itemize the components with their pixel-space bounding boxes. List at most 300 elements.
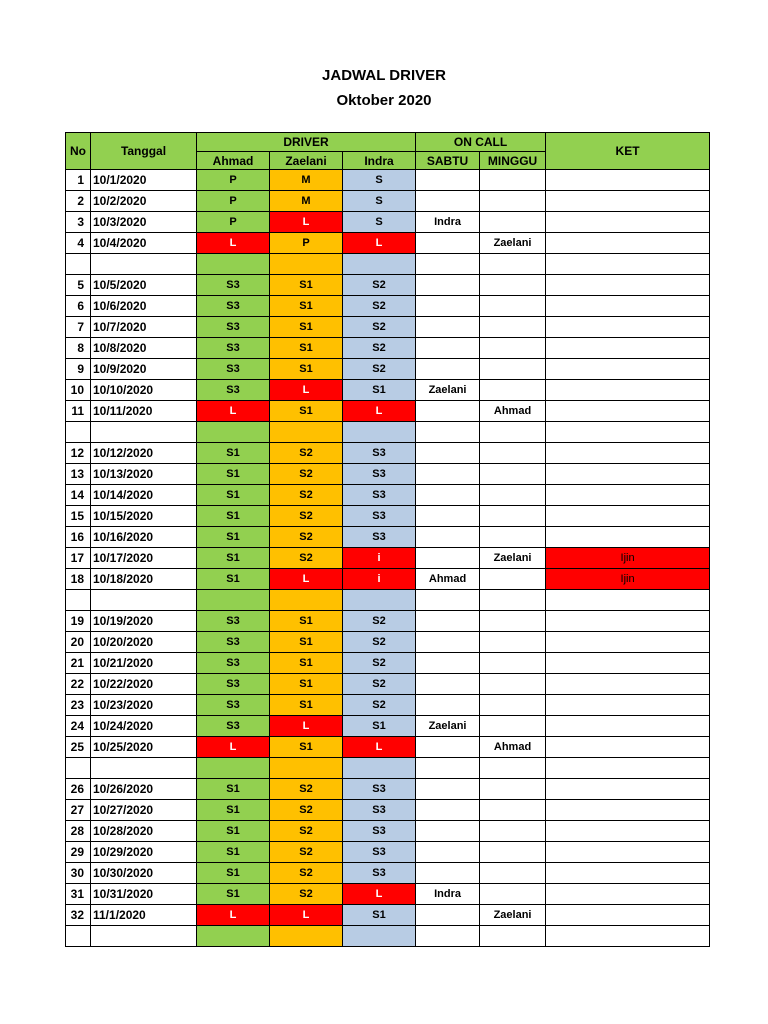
cell-minggu: Zaelani bbox=[480, 905, 546, 926]
cell-minggu bbox=[480, 674, 546, 695]
cell-sabtu bbox=[416, 422, 480, 443]
cell-minggu bbox=[480, 485, 546, 506]
cell-no: 3 bbox=[66, 212, 91, 233]
cell-zaelani bbox=[270, 926, 343, 947]
cell-indra: L bbox=[343, 884, 416, 905]
header-minggu: MINGGU bbox=[480, 152, 546, 170]
cell-sabtu bbox=[416, 611, 480, 632]
cell-ahmad: S3 bbox=[197, 359, 270, 380]
cell-sabtu bbox=[416, 863, 480, 884]
table-row bbox=[66, 401, 710, 422]
cell-indra: L bbox=[343, 737, 416, 758]
cell-indra: S2 bbox=[343, 275, 416, 296]
table-row bbox=[66, 191, 710, 212]
cell-ahmad: S1 bbox=[197, 800, 270, 821]
cell-sabtu bbox=[416, 548, 480, 569]
cell-ket bbox=[546, 401, 710, 422]
cell-zaelani: S1 bbox=[270, 695, 343, 716]
cell-date: 10/8/2020 bbox=[91, 338, 197, 359]
cell-ahmad: S3 bbox=[197, 296, 270, 317]
cell-ket bbox=[546, 233, 710, 254]
cell-minggu bbox=[480, 716, 546, 737]
cell-indra: L bbox=[343, 233, 416, 254]
cell-sabtu bbox=[416, 233, 480, 254]
cell-ahmad: P bbox=[197, 212, 270, 233]
cell-ahmad: S1 bbox=[197, 821, 270, 842]
cell-sabtu: Zaelani bbox=[416, 716, 480, 737]
cell-indra: S2 bbox=[343, 611, 416, 632]
cell-sabtu: Zaelani bbox=[416, 380, 480, 401]
table-row bbox=[66, 464, 710, 485]
cell-date bbox=[91, 590, 197, 611]
cell-no: 10 bbox=[66, 380, 91, 401]
table-row bbox=[66, 317, 710, 338]
cell-minggu bbox=[480, 317, 546, 338]
cell-indra: i bbox=[343, 569, 416, 590]
cell-sabtu bbox=[416, 254, 480, 275]
cell-no: 28 bbox=[66, 821, 91, 842]
cell-ket bbox=[546, 464, 710, 485]
table-row bbox=[66, 737, 710, 758]
cell-ket bbox=[546, 674, 710, 695]
table-row bbox=[66, 422, 710, 443]
cell-zaelani: M bbox=[270, 191, 343, 212]
cell-ahmad: S3 bbox=[197, 695, 270, 716]
cell-no bbox=[66, 590, 91, 611]
cell-indra: S2 bbox=[343, 296, 416, 317]
cell-sabtu bbox=[416, 653, 480, 674]
cell-ahmad: L bbox=[197, 905, 270, 926]
cell-date: 10/31/2020 bbox=[91, 884, 197, 905]
cell-no: 20 bbox=[66, 632, 91, 653]
cell-ket bbox=[546, 821, 710, 842]
cell-ahmad: S1 bbox=[197, 842, 270, 863]
table-row bbox=[66, 212, 710, 233]
cell-indra: L bbox=[343, 401, 416, 422]
cell-no: 32 bbox=[66, 905, 91, 926]
cell-date: 10/28/2020 bbox=[91, 821, 197, 842]
cell-ahmad bbox=[197, 254, 270, 275]
cell-ket bbox=[546, 695, 710, 716]
cell-minggu bbox=[480, 863, 546, 884]
cell-date bbox=[91, 926, 197, 947]
cell-minggu bbox=[480, 695, 546, 716]
cell-minggu bbox=[480, 296, 546, 317]
table-row bbox=[66, 590, 710, 611]
cell-indra bbox=[343, 758, 416, 779]
header-no: No bbox=[66, 133, 91, 170]
header-driver: DRIVER bbox=[197, 133, 416, 152]
cell-no: 30 bbox=[66, 863, 91, 884]
cell-ket: Ijin bbox=[546, 548, 710, 569]
cell-sabtu bbox=[416, 275, 480, 296]
cell-indra: S2 bbox=[343, 653, 416, 674]
cell-sabtu bbox=[416, 527, 480, 548]
cell-minggu bbox=[480, 506, 546, 527]
cell-ket bbox=[546, 212, 710, 233]
cell-date: 10/19/2020 bbox=[91, 611, 197, 632]
cell-ahmad: S3 bbox=[197, 380, 270, 401]
cell-indra: S2 bbox=[343, 338, 416, 359]
cell-indra: S2 bbox=[343, 695, 416, 716]
table-row bbox=[66, 275, 710, 296]
cell-indra: S3 bbox=[343, 506, 416, 527]
cell-indra: S3 bbox=[343, 800, 416, 821]
cell-indra bbox=[343, 422, 416, 443]
cell-minggu bbox=[480, 758, 546, 779]
cell-date bbox=[91, 758, 197, 779]
cell-date: 10/29/2020 bbox=[91, 842, 197, 863]
cell-sabtu bbox=[416, 443, 480, 464]
cell-indra: S1 bbox=[343, 905, 416, 926]
cell-sabtu bbox=[416, 485, 480, 506]
cell-sabtu bbox=[416, 401, 480, 422]
cell-minggu bbox=[480, 422, 546, 443]
header-indra: Indra bbox=[343, 152, 416, 170]
cell-date: 10/15/2020 bbox=[91, 506, 197, 527]
cell-minggu: Zaelani bbox=[480, 233, 546, 254]
cell-ahmad: S1 bbox=[197, 443, 270, 464]
table-row bbox=[66, 359, 710, 380]
table-row bbox=[66, 632, 710, 653]
cell-ahmad: S1 bbox=[197, 548, 270, 569]
cell-no: 11 bbox=[66, 401, 91, 422]
cell-zaelani: S1 bbox=[270, 338, 343, 359]
cell-minggu bbox=[480, 275, 546, 296]
cell-zaelani bbox=[270, 758, 343, 779]
cell-zaelani: S1 bbox=[270, 653, 343, 674]
cell-indra: S3 bbox=[343, 863, 416, 884]
table-row bbox=[66, 884, 710, 905]
cell-date: 10/27/2020 bbox=[91, 800, 197, 821]
cell-ahmad: S1 bbox=[197, 527, 270, 548]
table-row bbox=[66, 611, 710, 632]
cell-date: 10/17/2020 bbox=[91, 548, 197, 569]
table-row bbox=[66, 338, 710, 359]
cell-minggu bbox=[480, 884, 546, 905]
cell-indra: S3 bbox=[343, 842, 416, 863]
cell-zaelani: L bbox=[270, 569, 343, 590]
table-row bbox=[66, 695, 710, 716]
table-row bbox=[66, 233, 710, 254]
cell-no: 24 bbox=[66, 716, 91, 737]
cell-ket bbox=[546, 422, 710, 443]
cell-sabtu bbox=[416, 464, 480, 485]
cell-ket bbox=[546, 506, 710, 527]
header-tanggal: Tanggal bbox=[91, 133, 197, 170]
table-row bbox=[66, 758, 710, 779]
cell-zaelani: S2 bbox=[270, 800, 343, 821]
table-row bbox=[66, 821, 710, 842]
cell-minggu bbox=[480, 569, 546, 590]
cell-minggu bbox=[480, 191, 546, 212]
cell-sabtu bbox=[416, 695, 480, 716]
cell-indra bbox=[343, 926, 416, 947]
cell-ket bbox=[546, 926, 710, 947]
cell-zaelani: S1 bbox=[270, 611, 343, 632]
cell-zaelani: S1 bbox=[270, 632, 343, 653]
cell-ket bbox=[546, 758, 710, 779]
cell-ket bbox=[546, 296, 710, 317]
cell-zaelani: S2 bbox=[270, 884, 343, 905]
cell-sabtu: Indra bbox=[416, 884, 480, 905]
cell-sabtu bbox=[416, 821, 480, 842]
cell-ket bbox=[546, 884, 710, 905]
cell-minggu bbox=[480, 926, 546, 947]
cell-sabtu bbox=[416, 338, 480, 359]
table-row bbox=[66, 380, 710, 401]
cell-date: 10/5/2020 bbox=[91, 275, 197, 296]
cell-no: 12 bbox=[66, 443, 91, 464]
cell-indra: S2 bbox=[343, 632, 416, 653]
cell-indra: S2 bbox=[343, 317, 416, 338]
cell-date bbox=[91, 422, 197, 443]
cell-date bbox=[91, 254, 197, 275]
cell-ahmad: S1 bbox=[197, 485, 270, 506]
cell-date: 10/4/2020 bbox=[91, 233, 197, 254]
table-row bbox=[66, 716, 710, 737]
table-row bbox=[66, 170, 710, 191]
cell-indra: S2 bbox=[343, 359, 416, 380]
cell-sabtu bbox=[416, 674, 480, 695]
cell-minggu bbox=[480, 611, 546, 632]
cell-no: 14 bbox=[66, 485, 91, 506]
cell-no: 29 bbox=[66, 842, 91, 863]
cell-ket bbox=[546, 632, 710, 653]
cell-minggu bbox=[480, 443, 546, 464]
cell-minggu bbox=[480, 464, 546, 485]
cell-indra: S3 bbox=[343, 779, 416, 800]
cell-sabtu bbox=[416, 317, 480, 338]
table-row bbox=[66, 842, 710, 863]
cell-ahmad: S3 bbox=[197, 611, 270, 632]
cell-minggu bbox=[480, 800, 546, 821]
cell-zaelani: S2 bbox=[270, 464, 343, 485]
cell-sabtu bbox=[416, 926, 480, 947]
cell-date: 10/9/2020 bbox=[91, 359, 197, 380]
cell-ket bbox=[546, 275, 710, 296]
cell-indra: S bbox=[343, 212, 416, 233]
cell-ket bbox=[546, 863, 710, 884]
cell-ahmad: S1 bbox=[197, 863, 270, 884]
cell-no bbox=[66, 254, 91, 275]
schedule-body bbox=[66, 170, 710, 947]
cell-sabtu bbox=[416, 170, 480, 191]
cell-date: 10/16/2020 bbox=[91, 527, 197, 548]
cell-ket bbox=[546, 527, 710, 548]
cell-date: 11/1/2020 bbox=[91, 905, 197, 926]
cell-date: 10/1/2020 bbox=[91, 170, 197, 191]
header-sabtu: SABTU bbox=[416, 152, 480, 170]
table-row bbox=[66, 674, 710, 695]
cell-sabtu bbox=[416, 758, 480, 779]
cell-no: 9 bbox=[66, 359, 91, 380]
header-ahmad: Ahmad bbox=[197, 152, 270, 170]
cell-zaelani: S2 bbox=[270, 842, 343, 863]
cell-date: 10/2/2020 bbox=[91, 191, 197, 212]
cell-indra: S3 bbox=[343, 485, 416, 506]
cell-sabtu bbox=[416, 359, 480, 380]
table-row bbox=[66, 485, 710, 506]
cell-ket bbox=[546, 443, 710, 464]
cell-minggu: Ahmad bbox=[480, 737, 546, 758]
cell-ahmad: S3 bbox=[197, 674, 270, 695]
cell-ahmad: S3 bbox=[197, 653, 270, 674]
cell-zaelani: S1 bbox=[270, 401, 343, 422]
page-title: JADWAL DRIVER bbox=[322, 67, 446, 84]
cell-minggu bbox=[480, 170, 546, 191]
cell-sabtu bbox=[416, 779, 480, 800]
cell-no: 27 bbox=[66, 800, 91, 821]
cell-no: 21 bbox=[66, 653, 91, 674]
cell-indra: S2 bbox=[343, 674, 416, 695]
cell-date: 10/20/2020 bbox=[91, 632, 197, 653]
cell-indra bbox=[343, 254, 416, 275]
cell-ket bbox=[546, 905, 710, 926]
cell-no: 31 bbox=[66, 884, 91, 905]
cell-minggu bbox=[480, 359, 546, 380]
cell-minggu bbox=[480, 653, 546, 674]
cell-zaelani: S1 bbox=[270, 296, 343, 317]
cell-zaelani: S1 bbox=[270, 317, 343, 338]
cell-minggu bbox=[480, 632, 546, 653]
cell-date: 10/6/2020 bbox=[91, 296, 197, 317]
cell-ket bbox=[546, 359, 710, 380]
cell-no: 4 bbox=[66, 233, 91, 254]
cell-zaelani: S2 bbox=[270, 443, 343, 464]
cell-zaelani bbox=[270, 422, 343, 443]
cell-sabtu bbox=[416, 632, 480, 653]
table-row bbox=[66, 905, 710, 926]
cell-minggu: Ahmad bbox=[480, 401, 546, 422]
cell-sabtu bbox=[416, 296, 480, 317]
cell-no: 8 bbox=[66, 338, 91, 359]
cell-indra: i bbox=[343, 548, 416, 569]
cell-ahmad: L bbox=[197, 401, 270, 422]
cell-date: 10/21/2020 bbox=[91, 653, 197, 674]
cell-ahmad bbox=[197, 926, 270, 947]
table-row bbox=[66, 779, 710, 800]
cell-zaelani: L bbox=[270, 212, 343, 233]
cell-zaelani bbox=[270, 254, 343, 275]
cell-no: 23 bbox=[66, 695, 91, 716]
cell-indra: S3 bbox=[343, 527, 416, 548]
cell-no: 5 bbox=[66, 275, 91, 296]
cell-no: 25 bbox=[66, 737, 91, 758]
table-row bbox=[66, 800, 710, 821]
cell-no bbox=[66, 926, 91, 947]
cell-zaelani: L bbox=[270, 905, 343, 926]
cell-minggu bbox=[480, 380, 546, 401]
cell-zaelani: M bbox=[270, 170, 343, 191]
cell-minggu bbox=[480, 527, 546, 548]
cell-date: 10/7/2020 bbox=[91, 317, 197, 338]
cell-sabtu bbox=[416, 800, 480, 821]
cell-date: 10/23/2020 bbox=[91, 695, 197, 716]
cell-ket bbox=[546, 842, 710, 863]
cell-sabtu bbox=[416, 590, 480, 611]
cell-date: 10/26/2020 bbox=[91, 779, 197, 800]
cell-ahmad bbox=[197, 758, 270, 779]
cell-no bbox=[66, 422, 91, 443]
cell-date: 10/13/2020 bbox=[91, 464, 197, 485]
cell-zaelani: P bbox=[270, 233, 343, 254]
cell-minggu bbox=[480, 779, 546, 800]
table-row bbox=[66, 443, 710, 464]
table-row bbox=[66, 548, 710, 569]
schedule-table bbox=[65, 132, 710, 947]
cell-ahmad: S1 bbox=[197, 779, 270, 800]
cell-ahmad: L bbox=[197, 233, 270, 254]
cell-zaelani: S1 bbox=[270, 674, 343, 695]
cell-ahmad bbox=[197, 590, 270, 611]
cell-date: 10/30/2020 bbox=[91, 863, 197, 884]
cell-date: 10/14/2020 bbox=[91, 485, 197, 506]
cell-sabtu bbox=[416, 737, 480, 758]
table-row bbox=[66, 653, 710, 674]
cell-ahmad: S3 bbox=[197, 632, 270, 653]
cell-no: 15 bbox=[66, 506, 91, 527]
cell-zaelani: S2 bbox=[270, 485, 343, 506]
cell-sabtu bbox=[416, 905, 480, 926]
cell-ahmad: L bbox=[197, 737, 270, 758]
cell-ket bbox=[546, 653, 710, 674]
cell-ahmad: S3 bbox=[197, 716, 270, 737]
cell-minggu bbox=[480, 590, 546, 611]
cell-sabtu: Indra bbox=[416, 212, 480, 233]
cell-zaelani: L bbox=[270, 380, 343, 401]
header-ket: KET bbox=[546, 133, 710, 170]
cell-no: 13 bbox=[66, 464, 91, 485]
cell-date: 10/12/2020 bbox=[91, 443, 197, 464]
cell-ahmad: S1 bbox=[197, 569, 270, 590]
cell-sabtu: Ahmad bbox=[416, 569, 480, 590]
cell-indra: S1 bbox=[343, 380, 416, 401]
cell-ket bbox=[546, 590, 710, 611]
cell-no: 22 bbox=[66, 674, 91, 695]
page-subtitle: Oktober 2020 bbox=[336, 92, 432, 109]
cell-ket bbox=[546, 380, 710, 401]
cell-indra: S bbox=[343, 191, 416, 212]
cell-ahmad: S1 bbox=[197, 884, 270, 905]
cell-ahmad: P bbox=[197, 170, 270, 191]
cell-ket bbox=[546, 716, 710, 737]
table-row bbox=[66, 527, 710, 548]
cell-ket bbox=[546, 611, 710, 632]
cell-date: 10/3/2020 bbox=[91, 212, 197, 233]
cell-zaelani bbox=[270, 590, 343, 611]
cell-ahmad bbox=[197, 422, 270, 443]
cell-ahmad: S3 bbox=[197, 338, 270, 359]
cell-ket bbox=[546, 800, 710, 821]
cell-indra: S3 bbox=[343, 464, 416, 485]
cell-ket bbox=[546, 317, 710, 338]
cell-minggu bbox=[480, 212, 546, 233]
table-row bbox=[66, 506, 710, 527]
cell-no: 26 bbox=[66, 779, 91, 800]
cell-indra: S3 bbox=[343, 821, 416, 842]
cell-ahmad: S3 bbox=[197, 275, 270, 296]
table-row bbox=[66, 569, 710, 590]
cell-ahmad: S3 bbox=[197, 317, 270, 338]
cell-zaelani: S2 bbox=[270, 548, 343, 569]
cell-indra: S3 bbox=[343, 443, 416, 464]
cell-no: 17 bbox=[66, 548, 91, 569]
cell-no: 16 bbox=[66, 527, 91, 548]
cell-zaelani: S2 bbox=[270, 506, 343, 527]
cell-sabtu bbox=[416, 191, 480, 212]
cell-minggu bbox=[480, 821, 546, 842]
